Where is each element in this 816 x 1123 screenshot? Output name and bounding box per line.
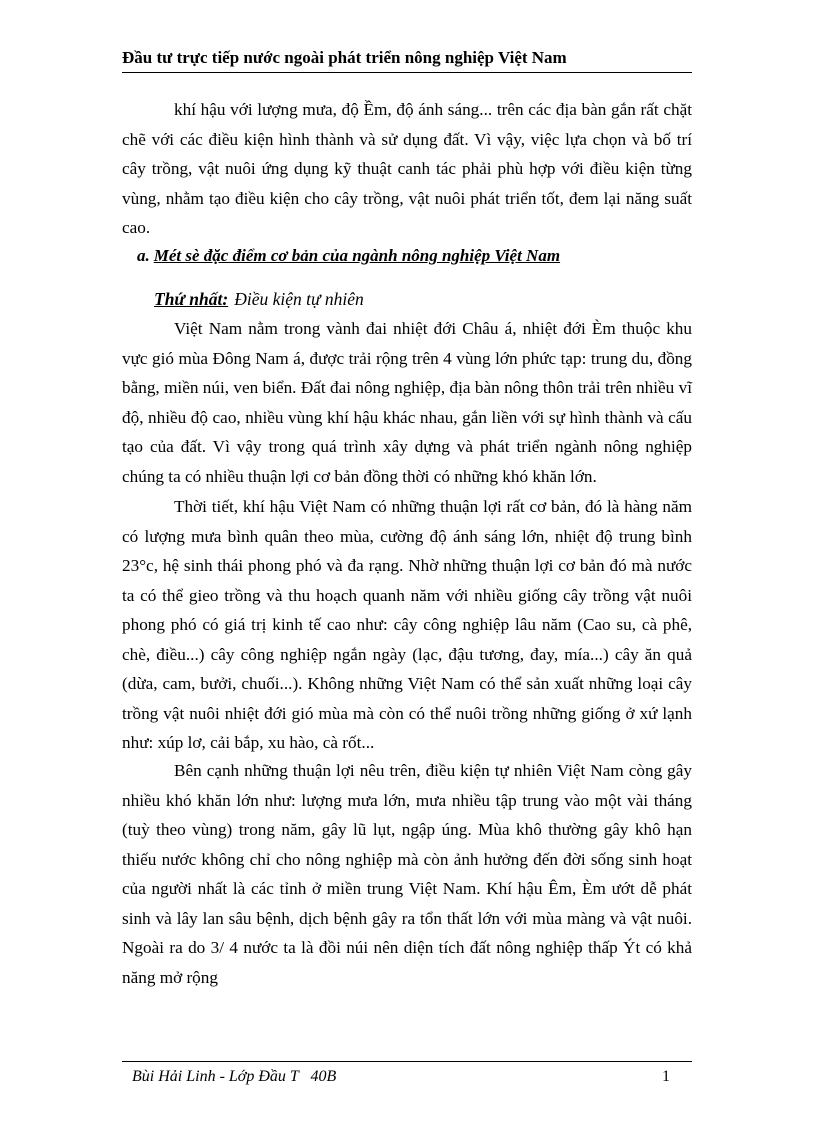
paragraph-climate-advantages: Thời tiết, khí hậu Việt Nam có những thuận lợi rất cơ bản, đó là hàng năm có lượng mưa bình quân theo mùa, cường độ ánh sáng lớn, nhiệt độ trung bình 23°c, hệ sinh thái phong phó và đa rạng. Nhờ những thuận lợi cơ bản đó mà nước ta có thể gieo trồng và thu hoạch quanh năm với nhiều giống cây trồng vật nuôi phong phó có giá trị kinh tế cao như: cây công nghiệp lâu năm (Cao su, cà phê, chè, điều...) cây công nghiệp ngắn ngày (lạc, đậu tương, đay, mía...) cây ăn quả (dừa, cam, bưởi, chuối...). Không những Việt Nam có thể sản xuất những loại cây trồng vật nuôi nhiệt đới gió mùa mà còn có thể nuôi trồng những giống ở xứ lạnh như: xúp lơ, cải bắp, xu hào, cà rốt... [122,497,692,752]
section-heading-label: a. [137,246,150,265]
paragraph-difficulties: Bên cạnh những thuận lợi nêu trên, điều kiện tự nhiên Việt Nam còng gây nhiều khó khăn lớn như: lượng mưa lớn, mưa nhiều tập trung vào một vài tháng (tuỳ theo vùng) trong năm, gây lũ lụt, ngập úng. Mùa khô thường gây khô hạn thiếu nước không chỉ cho nông nghiệp mà còn ảnh hưởng đến đời sống sinh hoạt của người nhất là các tỉnh ở miền trung Việt Nam. Khí hậu Êm, Èm ướt dễ phát sinh và lây lan sâu bệnh, dịch bệnh gây ra tổn thất lớn với mùa màng và vật nuôi. Ngoài ra do 3/ 4 nước ta là đồi núi nên diện tích đất nông nghiệp thấp Ýt có khả năng mở rộng [122,761,692,987]
subheading-label: Thứ nhất: [154,289,229,309]
paragraph-natural-conditions: Việt Nam nằm trong vành đai nhiệt đới Châu á, nhiệt đới Èm thuộc khu vực gió mùa Đông Nam á, được trải rộng trên 4 vùng lớn phức tạp: trung du, đồng bằng, miền núi, ven biển. Đất đai nông nghiệp, địa bàn nông thôn trải trên nhiều vĩ độ, nhiều độ cao, nhiều vùng khí hậu khác nhau, gắn liền với sự hình thành và cấu tạo của đất. Vì vậy trong quá trình xây dựng và phát triển ngành nông nghiệp chúng ta có nhiều thuận lợi cơ bản đồng thời có những khó khăn lớn. [122,319,692,486]
subheading-text: Điều kiện tự nhiên [234,289,364,309]
section-heading [137,246,560,266]
intro-paragraph: khí hậu với lượng mưa, độ Ềm, độ ánh sáng... trên các địa bàn gắn rất chặt chẽ với các điều kiện hình thành và sử dụng đất. Vì vậy, việc lựa chọn và bố trí cây trồng, vật nuôi ứng dụng kỹ thuật canh tác phải phù hợp với điều kiện từng vùng, nhằm tạo điều kiện cho cây trồng, vật nuôi phát triển tốt, đem lại năng suất cao. [122,100,692,237]
footer-author: Bùi Hải Linh - Lớp Đầu T 40B [132,1068,337,1085]
footer-divider [122,1061,692,1062]
page-number: 1 [662,1068,670,1085]
page-header-title: Đầu tư trực tiếp nước ngoài phát triển nông nghiệp Việt Nam [122,48,567,67]
header-divider [122,72,692,73]
subheading [154,289,364,310]
section-heading-text: Mét sè đặc điểm cơ bản của ngành nông nghiệp Việt Nam [153,246,561,265]
